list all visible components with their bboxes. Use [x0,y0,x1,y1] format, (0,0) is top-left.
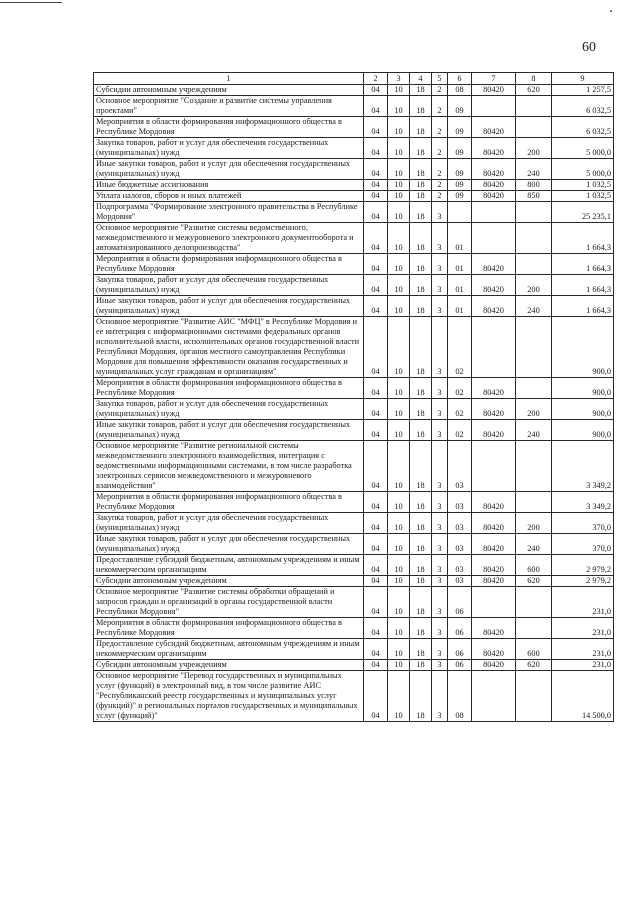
table-row [94,275,614,296]
budget-table [93,72,614,722]
code-event-cell: 01 [448,223,472,254]
code-min-cell: 04 [364,441,388,492]
code-direction-cell: 80420 [472,555,516,576]
code-pr-cell: 18 [410,534,432,555]
code-min-cell: 04 [364,223,388,254]
table-row [94,138,614,159]
code-pr-cell: 18 [410,254,432,275]
code-event-cell: 03 [448,555,472,576]
code-min-cell: 04 [364,117,388,138]
code-expense-type-cell: 800 [516,180,552,191]
code-direction-cell: 80420 [472,159,516,180]
amount-cell: 900,0 [552,420,614,441]
code-direction-cell: 80420 [472,275,516,296]
code-event-cell: 03 [448,441,472,492]
code-direction-cell: 80420 [472,399,516,420]
row-name-cell: Субсидии автономным учреждениям [94,85,364,96]
code-rz-cell: 10 [388,513,410,534]
table-row [94,576,614,587]
row-name-cell: Основное мероприятие "Развитие АИС "МФЦ" в Республике Мордовия и ее интеграция с информационными системами федеральных органов исполнительной власти, исполнительных органов государственной власти Республики Мордовия, органов местного самоуправления Республики Мордовия для повышения эффективности оказания государственных и муниципальных услуг гражданам и организациям" [94,317,364,378]
amount-cell: 25 235,1 [552,202,614,223]
code-rz-cell: 10 [388,378,410,399]
code-pr-cell: 18 [410,420,432,441]
code-pr-cell: 18 [410,660,432,671]
column-header-row [94,73,614,85]
code-direction-cell [472,202,516,223]
table-row [94,671,614,722]
code-event-cell: 03 [448,492,472,513]
code-pr-cell: 18 [410,492,432,513]
table-row [94,618,614,639]
code-expense-type-cell: 200 [516,275,552,296]
amount-cell: 2 979,2 [552,576,614,587]
code-pr-cell: 18 [410,587,432,618]
code-rz-cell: 10 [388,420,410,441]
column-header: 6 [448,73,472,85]
column-header: 5 [432,73,448,85]
code-min-cell: 04 [364,159,388,180]
code-expense-type-cell [516,317,552,378]
column-header: 7 [472,73,516,85]
code-expense-type-cell [516,671,552,722]
code-rz-cell: 10 [388,85,410,96]
code-min-cell: 04 [364,296,388,317]
code-event-cell: 09 [448,159,472,180]
code-sub-cell: 3 [432,534,448,555]
code-expense-type-cell [516,492,552,513]
amount-cell: 900,0 [552,378,614,399]
code-event-cell: 02 [448,399,472,420]
code-rz-cell: 10 [388,296,410,317]
code-event-cell: 06 [448,639,472,660]
code-direction-cell: 80420 [472,117,516,138]
code-pr-cell: 18 [410,296,432,317]
table-row [94,555,614,576]
code-expense-type-cell [516,223,552,254]
row-name-cell: Иные бюджетные ассигнования [94,180,364,191]
code-rz-cell: 10 [388,587,410,618]
table-row [94,420,614,441]
code-pr-cell: 18 [410,96,432,117]
code-event-cell: 02 [448,317,472,378]
row-name-cell: Субсидии автономным учреждениям [94,660,364,671]
code-direction-cell: 80420 [472,254,516,275]
code-min-cell: 04 [364,576,388,587]
code-event-cell: 06 [448,587,472,618]
table-row [94,96,614,117]
scan-dot [610,10,612,12]
code-sub-cell: 3 [432,399,448,420]
code-pr-cell: 18 [410,555,432,576]
code-expense-type-cell [516,587,552,618]
code-direction-cell: 80420 [472,513,516,534]
code-event-cell: 09 [448,96,472,117]
code-direction-cell [472,223,516,254]
code-rz-cell: 10 [388,96,410,117]
code-sub-cell: 2 [432,85,448,96]
column-header: 8 [516,73,552,85]
code-event-cell [448,202,472,223]
code-direction-cell [472,317,516,378]
table-row [94,180,614,191]
amount-cell: 6 032,5 [552,117,614,138]
code-event-cell: 06 [448,618,472,639]
row-name-cell: Предоставление субсидий бюджетным, автономным учреждениям и иным некоммерческим организациям [94,555,364,576]
code-min-cell: 04 [364,138,388,159]
code-expense-type-cell: 200 [516,513,552,534]
row-name-cell: Иные закупки товаров, работ и услуг для обеспечения государственных (муниципальных) нужд [94,296,364,317]
code-min-cell: 04 [364,191,388,202]
code-expense-type-cell: 240 [516,296,552,317]
code-expense-type-cell: 600 [516,555,552,576]
code-event-cell: 09 [448,191,472,202]
row-name-cell: Основное мероприятие "Развитие системы обработки обращений и запросов граждан и организаций в органы государственной власти Республики Мордовия" [94,587,364,618]
code-sub-cell: 3 [432,202,448,223]
table-row [94,399,614,420]
code-expense-type-cell: 620 [516,576,552,587]
code-pr-cell: 18 [410,223,432,254]
code-direction-cell: 80420 [472,138,516,159]
code-event-cell: 09 [448,138,472,159]
code-min-cell: 04 [364,618,388,639]
code-sub-cell: 3 [432,555,448,576]
code-sub-cell: 3 [432,671,448,722]
amount-cell: 5 000,0 [552,159,614,180]
amount-cell: 900,0 [552,399,614,420]
code-min-cell: 04 [364,85,388,96]
amount-cell: 14 500,0 [552,671,614,722]
code-min-cell: 04 [364,399,388,420]
amount-cell: 3 349,2 [552,441,614,492]
amount-cell: 1 664,3 [552,254,614,275]
code-rz-cell: 10 [388,138,410,159]
scan-edge-mark [0,2,62,3]
row-name-cell: Мероприятия в области формирования информационного общества в Республике Мордовия [94,618,364,639]
code-direction-cell: 80420 [472,492,516,513]
row-name-cell: Уплата налогов, сборов и иных платежей [94,191,364,202]
code-min-cell: 04 [364,96,388,117]
code-event-cell: 08 [448,671,472,722]
table-row [94,159,614,180]
table-row [94,441,614,492]
row-name-cell: Мероприятия в области формирования информационного общества в Республике Мордовия [94,254,364,275]
row-name-cell: Иные закупки товаров, работ и услуг для обеспечения государственных (муниципальных) нужд [94,534,364,555]
amount-cell: 231,0 [552,587,614,618]
code-pr-cell: 18 [410,441,432,492]
code-rz-cell: 10 [388,180,410,191]
code-event-cell: 01 [448,296,472,317]
code-expense-type-cell: 240 [516,159,552,180]
code-sub-cell: 3 [432,317,448,378]
amount-cell: 5 000,0 [552,138,614,159]
code-rz-cell: 10 [388,671,410,722]
column-header: 2 [364,73,388,85]
code-sub-cell: 3 [432,378,448,399]
code-direction-cell: 80420 [472,191,516,202]
code-rz-cell: 10 [388,399,410,420]
code-direction-cell: 80420 [472,85,516,96]
amount-cell: 370,0 [552,534,614,555]
code-min-cell: 04 [364,660,388,671]
amount-cell: 231,0 [552,618,614,639]
code-min-cell: 04 [364,254,388,275]
code-direction-cell: 80420 [472,378,516,399]
amount-cell: 370,0 [552,513,614,534]
code-direction-cell: 80420 [472,639,516,660]
code-direction-cell: 80420 [472,180,516,191]
row-name-cell: Основное мероприятие "Перевод государственных и муниципальных услуг (функций) в электронный вид, в том числе развитие АИС "Республиканский реестр государственных и муниципальных услуг (функций)" и региональных порталов государственных и муниципальных услуг (функций)" [94,671,364,722]
row-name-cell: Основное мероприятие "Развитие региональной системы межведомственного электронного взаимодействия, интеграция с ведомственными информационными системами, в том числе разработка электронных сервисов межведомственного и межуровневого взаимодействия" [94,441,364,492]
row-name-cell: Мероприятия в области формирования информационного общества в Республике Мордовия [94,492,364,513]
code-min-cell: 04 [364,639,388,660]
row-name-cell: Закупка товаров, работ и услуг для обеспечения государственных (муниципальных) нужд [94,275,364,296]
amount-cell: 231,0 [552,639,614,660]
code-expense-type-cell: 200 [516,138,552,159]
code-direction-cell [472,441,516,492]
code-event-cell: 08 [448,85,472,96]
amount-cell: 1 257,5 [552,85,614,96]
code-pr-cell: 18 [410,191,432,202]
row-name-cell: Основное мероприятие "Создание и развитие системы управления проектами" [94,96,364,117]
code-event-cell: 01 [448,275,472,296]
code-expense-type-cell [516,378,552,399]
code-rz-cell: 10 [388,223,410,254]
code-pr-cell: 18 [410,138,432,159]
amount-cell: 1 032,5 [552,191,614,202]
code-min-cell: 04 [364,492,388,513]
code-expense-type-cell: 240 [516,420,552,441]
code-direction-cell [472,96,516,117]
table-row [94,492,614,513]
page-number: 60 [582,40,596,55]
code-event-cell: 09 [448,180,472,191]
code-rz-cell: 10 [388,254,410,275]
code-sub-cell: 3 [432,513,448,534]
row-name-cell: Мероприятия в области формирования информационного общества в Республике Мордовия [94,378,364,399]
code-expense-type-cell: 200 [516,399,552,420]
table-row [94,587,614,618]
code-pr-cell: 18 [410,117,432,138]
code-pr-cell: 18 [410,159,432,180]
code-min-cell: 04 [364,378,388,399]
code-expense-type-cell: 600 [516,639,552,660]
code-rz-cell: 10 [388,492,410,513]
code-rz-cell: 10 [388,534,410,555]
row-name-cell: Предоставление субсидий бюджетным, автономным учреждениям и иным некоммерческим организациям [94,639,364,660]
column-header: 9 [552,73,614,85]
code-direction-cell: 80420 [472,420,516,441]
row-name-cell: Основное мероприятие "Развитие системы ведомственного, межведомственного и межуровневого электронного документооборота и автоматизированного делопроизводства" [94,223,364,254]
code-min-cell: 04 [364,555,388,576]
code-min-cell: 04 [364,420,388,441]
code-expense-type-cell: 850 [516,191,552,202]
code-sub-cell: 2 [432,138,448,159]
code-expense-type-cell: 620 [516,660,552,671]
code-min-cell: 04 [364,513,388,534]
table-row [94,85,614,96]
code-event-cell: 03 [448,576,472,587]
code-event-cell: 06 [448,660,472,671]
code-rz-cell: 10 [388,275,410,296]
amount-cell: 900,0 [552,317,614,378]
code-rz-cell: 10 [388,618,410,639]
code-pr-cell: 18 [410,275,432,296]
code-sub-cell: 3 [432,420,448,441]
code-pr-cell: 18 [410,513,432,534]
code-rz-cell: 10 [388,639,410,660]
code-sub-cell: 2 [432,180,448,191]
code-expense-type-cell [516,618,552,639]
code-rz-cell: 10 [388,202,410,223]
code-sub-cell: 3 [432,492,448,513]
code-sub-cell: 2 [432,159,448,180]
code-event-cell: 02 [448,378,472,399]
table-row [94,202,614,223]
amount-cell: 1 664,3 [552,275,614,296]
amount-cell: 6 032,5 [552,96,614,117]
code-direction-cell: 80420 [472,576,516,587]
code-min-cell: 04 [364,180,388,191]
code-sub-cell: 3 [432,275,448,296]
code-rz-cell: 10 [388,191,410,202]
code-event-cell: 01 [448,254,472,275]
table-row [94,254,614,275]
row-name-cell: Подпрограмма "Формирование электронного правительства в Республике Мордовия" [94,202,364,223]
table-row [94,223,614,254]
code-rz-cell: 10 [388,117,410,138]
code-sub-cell: 3 [432,576,448,587]
row-name-cell: Мероприятия в области формирования информационного общества в Республике Мордовия [94,117,364,138]
code-sub-cell: 3 [432,296,448,317]
code-rz-cell: 10 [388,159,410,180]
table-row [94,117,614,138]
code-sub-cell: 2 [432,191,448,202]
code-direction-cell: 80420 [472,660,516,671]
amount-cell: 3 349,2 [552,492,614,513]
code-expense-type-cell [516,254,552,275]
code-pr-cell: 18 [410,378,432,399]
code-direction-cell: 80420 [472,534,516,555]
code-min-cell: 04 [364,587,388,618]
row-name-cell: Субсидии автономным учреждениям [94,576,364,587]
column-header: 4 [410,73,432,85]
code-rz-cell: 10 [388,660,410,671]
code-sub-cell: 3 [432,639,448,660]
amount-cell: 231,0 [552,660,614,671]
code-sub-cell: 2 [432,117,448,138]
code-expense-type-cell: 240 [516,534,552,555]
amount-cell: 1 032,5 [552,180,614,191]
column-header: 3 [388,73,410,85]
code-pr-cell: 18 [410,639,432,660]
code-direction-cell: 80420 [472,296,516,317]
code-rz-cell: 10 [388,555,410,576]
code-direction-cell [472,587,516,618]
table-row [94,296,614,317]
row-name-cell: Закупка товаров, работ и услуг для обеспечения государственных (муниципальных) нужд [94,399,364,420]
code-pr-cell: 18 [410,618,432,639]
code-sub-cell: 3 [432,660,448,671]
table-row [94,660,614,671]
table-row [94,513,614,534]
amount-cell: 2 979,2 [552,555,614,576]
code-pr-cell: 18 [410,576,432,587]
code-sub-cell: 3 [432,587,448,618]
code-pr-cell: 18 [410,317,432,378]
table-row [94,378,614,399]
table-row [94,317,614,378]
table-row [94,639,614,660]
code-sub-cell: 3 [432,254,448,275]
code-sub-cell: 3 [432,618,448,639]
code-expense-type-cell [516,117,552,138]
row-name-cell: Иные закупки товаров, работ и услуг для обеспечения государственных (муниципальных) нужд [94,420,364,441]
code-event-cell: 03 [448,513,472,534]
code-expense-type-cell [516,441,552,492]
table-row [94,191,614,202]
code-sub-cell: 2 [432,96,448,117]
code-direction-cell [472,671,516,722]
code-min-cell: 04 [364,671,388,722]
code-event-cell: 02 [448,420,472,441]
row-name-cell: Закупка товаров, работ и услуг для обеспечения государственных (муниципальных) нужд [94,513,364,534]
amount-cell: 1 664,3 [552,296,614,317]
amount-cell: 1 664,3 [552,223,614,254]
code-direction-cell: 80420 [472,618,516,639]
code-pr-cell: 18 [410,671,432,722]
code-expense-type-cell [516,202,552,223]
code-pr-cell: 18 [410,180,432,191]
code-pr-cell: 18 [410,202,432,223]
code-sub-cell: 3 [432,441,448,492]
code-min-cell: 04 [364,534,388,555]
column-header: 1 [94,73,364,85]
code-rz-cell: 10 [388,317,410,378]
code-rz-cell: 10 [388,576,410,587]
code-sub-cell: 3 [432,223,448,254]
code-pr-cell: 18 [410,85,432,96]
code-min-cell: 04 [364,275,388,296]
code-min-cell: 04 [364,202,388,223]
row-name-cell: Иные закупки товаров, работ и услуг для обеспечения государственных (муниципальных) нужд [94,159,364,180]
row-name-cell: Закупка товаров, работ и услуг для обеспечения государственных (муниципальных) нужд [94,138,364,159]
code-min-cell: 04 [364,317,388,378]
code-rz-cell: 10 [388,441,410,492]
code-expense-type-cell [516,96,552,117]
code-event-cell: 09 [448,117,472,138]
code-expense-type-cell: 620 [516,85,552,96]
table-row [94,534,614,555]
code-event-cell: 03 [448,534,472,555]
code-pr-cell: 18 [410,399,432,420]
